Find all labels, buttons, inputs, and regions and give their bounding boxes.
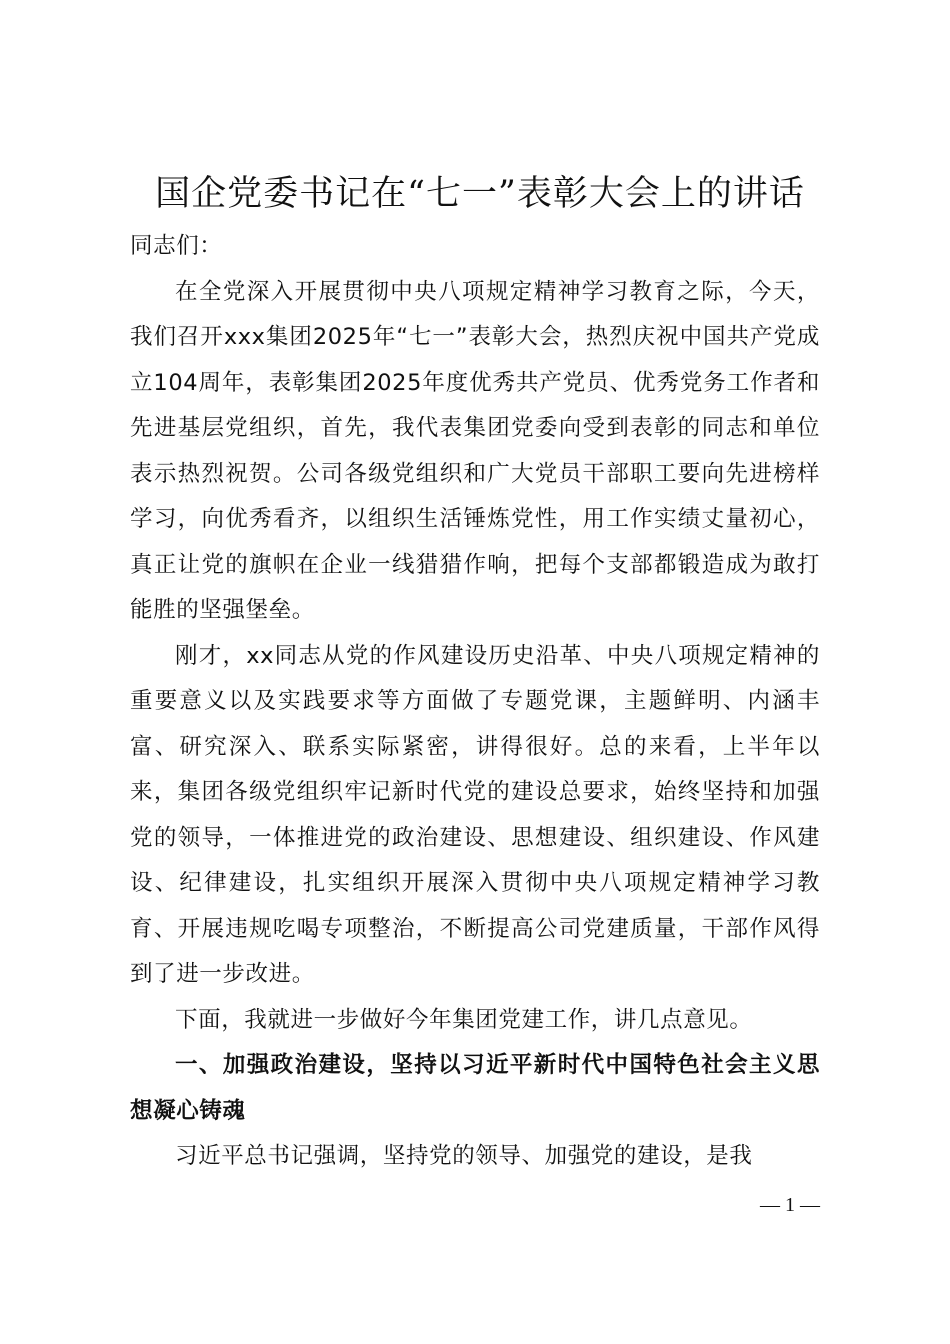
page-number: — 1 —	[760, 1194, 820, 1216]
paragraph-4: 习近平总书记强调，坚持党的领导、加强党的建设，是我	[175, 1143, 753, 1169]
paragraph-1: 在全党深入开展贯彻中央八项规定精神学习教育之际，今天，我们召开xxx集团2025年“七一”表彰大会，热烈庆祝中国共产党成立104周年，表彰集团2025年度优秀共产党员、优秀党务工作者和先进基层党组织，首先，我代表集团党委向受到表彰的同志和单位表示热烈祝贺。公司各级党组织和广大党员干部职工要向先进榜样学习，向优秀看齐，以组织生活锤炼党性，用工作实绩丈量初心，真正让党的旗帜在企业一线猎猎作响，把每个支部都锻造成为敢打能胜的坚强堡垒。	[130, 278, 820, 623]
paragraph-2: 刚才，xx同志从党的作风建设历史沿革、中央八项规定精神的重要意义以及实践要求等方面做了专题党课，主题鲜明、内涵丰富、研究深入、联系实际紧密，讲得很好。总的来看，上半年以来，集团各级党组织牢记新时代党的建设总要求，始终坚持和加强党的领导，一体推进党的政治建设、思想建设、组织建设、作风建设、纪律建设，扎实组织开展深入贯彻中央八项规定精神学习教育、开展违规吃喝专项整治，不断提高公司党建质量，干部作风得到了进一步改进。	[130, 642, 820, 987]
section-heading-1: 一、加强政治建设，坚持以习近平新时代中国特色社会主义思想凝心铸魂	[130, 1052, 820, 1124]
document-title: 国企党委书记在“七一”表彰大会上的讲话	[155, 174, 805, 214]
paragraph-3: 下面，我就进一步做好今年集团党建工作，讲几点意见。	[175, 1006, 753, 1033]
greeting: 同志们：	[130, 233, 223, 259]
document-body	[130, 224, 820, 1180]
